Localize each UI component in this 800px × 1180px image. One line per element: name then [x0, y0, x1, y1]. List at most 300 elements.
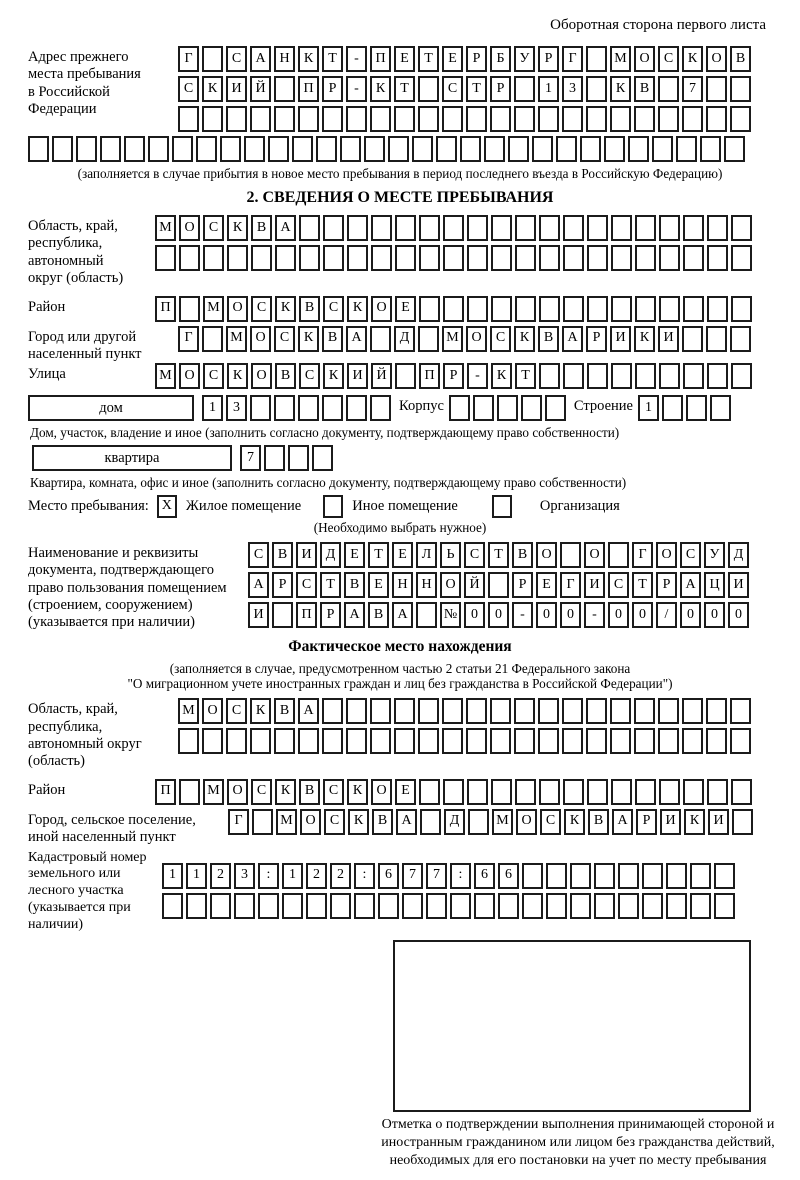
char-cell[interactable]: А: [298, 698, 319, 724]
char-cell[interactable]: К: [347, 779, 368, 805]
char-cell[interactable]: И: [296, 542, 317, 568]
char-cell[interactable]: [370, 698, 391, 724]
char-cell[interactable]: К: [610, 76, 631, 102]
char-cell[interactable]: 0: [560, 602, 581, 628]
char-cell[interactable]: [196, 136, 217, 162]
char-cell[interactable]: [250, 106, 271, 132]
char-cell[interactable]: 1: [186, 863, 207, 889]
char-cell[interactable]: [635, 245, 656, 271]
char-cell[interactable]: [172, 136, 193, 162]
char-cell[interactable]: У: [514, 46, 535, 72]
char-cell[interactable]: Й: [371, 363, 392, 389]
char-cell[interactable]: [659, 363, 680, 389]
char-cell[interactable]: [562, 106, 583, 132]
char-cell[interactable]: [562, 728, 583, 754]
char-cell[interactable]: Д: [320, 542, 341, 568]
char-cell[interactable]: [467, 296, 488, 322]
char-cell[interactable]: [659, 245, 680, 271]
char-cell[interactable]: [563, 245, 584, 271]
char-cell[interactable]: Е: [536, 572, 557, 598]
char-cell[interactable]: [538, 728, 559, 754]
char-cell[interactable]: [545, 395, 566, 421]
char-cell[interactable]: [538, 106, 559, 132]
char-cell[interactable]: С: [540, 809, 561, 835]
char-cell[interactable]: [522, 863, 543, 889]
char-cell[interactable]: 7: [426, 863, 447, 889]
char-cell[interactable]: [730, 326, 751, 352]
char-cell[interactable]: [570, 893, 591, 919]
char-cell[interactable]: [346, 395, 367, 421]
char-cell[interactable]: [416, 602, 437, 628]
char-cell[interactable]: 7: [240, 445, 261, 471]
char-cell[interactable]: К: [227, 363, 248, 389]
char-cell[interactable]: К: [275, 296, 296, 322]
char-cell[interactable]: [594, 863, 615, 889]
char-cell[interactable]: [466, 106, 487, 132]
char-cell[interactable]: [419, 296, 440, 322]
char-cell[interactable]: [298, 395, 319, 421]
char-cell[interactable]: С: [323, 779, 344, 805]
char-cell[interactable]: [346, 728, 367, 754]
char-cell[interactable]: [611, 779, 632, 805]
char-cell[interactable]: [732, 809, 753, 835]
char-cell[interactable]: [491, 296, 512, 322]
char-cell[interactable]: [418, 106, 439, 132]
char-cell[interactable]: [618, 893, 639, 919]
char-cell[interactable]: [323, 245, 344, 271]
char-cell[interactable]: Т: [418, 46, 439, 72]
char-cell[interactable]: [378, 893, 399, 919]
checkbox-other-premises[interactable]: [323, 495, 343, 518]
char-cell[interactable]: [730, 76, 751, 102]
char-cell[interactable]: [490, 728, 511, 754]
char-cell[interactable]: [731, 363, 752, 389]
char-cell[interactable]: [420, 809, 441, 835]
char-cell[interactable]: [264, 445, 285, 471]
char-cell[interactable]: О: [179, 363, 200, 389]
char-cell[interactable]: [347, 215, 368, 241]
char-cell[interactable]: [274, 76, 295, 102]
char-cell[interactable]: [707, 296, 728, 322]
char-cell[interactable]: К: [347, 296, 368, 322]
char-cell[interactable]: [706, 106, 727, 132]
char-cell[interactable]: И: [248, 602, 269, 628]
char-cell[interactable]: [306, 893, 327, 919]
char-cell[interactable]: [683, 779, 704, 805]
char-cell[interactable]: Г: [560, 572, 581, 598]
char-cell[interactable]: И: [708, 809, 729, 835]
char-cell[interactable]: [394, 106, 415, 132]
char-cell[interactable]: [652, 136, 673, 162]
char-cell[interactable]: С: [178, 76, 199, 102]
char-cell[interactable]: [730, 698, 751, 724]
char-cell[interactable]: [491, 245, 512, 271]
char-cell[interactable]: [563, 296, 584, 322]
char-cell[interactable]: О: [516, 809, 537, 835]
char-cell[interactable]: 6: [498, 863, 519, 889]
char-cell[interactable]: К: [514, 326, 535, 352]
char-cell[interactable]: [730, 728, 751, 754]
char-cell[interactable]: [522, 893, 543, 919]
char-cell[interactable]: О: [536, 542, 557, 568]
char-cell[interactable]: [539, 363, 560, 389]
char-cell[interactable]: С: [464, 542, 485, 568]
char-cell[interactable]: [706, 76, 727, 102]
char-cell[interactable]: [570, 863, 591, 889]
char-cell[interactable]: -: [584, 602, 605, 628]
char-cell[interactable]: [292, 136, 313, 162]
char-cell[interactable]: [514, 728, 535, 754]
char-cell[interactable]: [676, 136, 697, 162]
char-cell[interactable]: [635, 363, 656, 389]
char-cell[interactable]: Ц: [704, 572, 725, 598]
char-cell[interactable]: [556, 136, 577, 162]
char-cell[interactable]: К: [634, 326, 655, 352]
char-cell[interactable]: А: [392, 602, 413, 628]
char-cell[interactable]: [178, 106, 199, 132]
char-cell[interactable]: А: [344, 602, 365, 628]
char-cell[interactable]: [635, 296, 656, 322]
char-cell[interactable]: [604, 136, 625, 162]
char-cell[interactable]: [220, 136, 241, 162]
char-cell[interactable]: [563, 215, 584, 241]
char-cell[interactable]: [179, 245, 200, 271]
char-cell[interactable]: [322, 106, 343, 132]
char-cell[interactable]: 1: [202, 395, 223, 421]
char-cell[interactable]: О: [656, 542, 677, 568]
char-cell[interactable]: [370, 728, 391, 754]
char-cell[interactable]: [449, 395, 470, 421]
char-cell[interactable]: [418, 326, 439, 352]
char-cell[interactable]: О: [251, 363, 272, 389]
char-cell[interactable]: [323, 215, 344, 241]
char-cell[interactable]: Е: [394, 46, 415, 72]
char-cell[interactable]: [610, 698, 631, 724]
char-cell[interactable]: С: [658, 46, 679, 72]
char-cell[interactable]: Ь: [440, 542, 461, 568]
char-cell[interactable]: О: [634, 46, 655, 72]
char-cell[interactable]: Р: [272, 572, 293, 598]
char-cell[interactable]: [268, 136, 289, 162]
char-cell[interactable]: [514, 76, 535, 102]
char-cell[interactable]: [179, 779, 200, 805]
char-cell[interactable]: К: [682, 46, 703, 72]
char-cell[interactable]: [490, 698, 511, 724]
char-cell[interactable]: [539, 215, 560, 241]
char-cell[interactable]: [658, 698, 679, 724]
char-cell[interactable]: 7: [402, 863, 423, 889]
char-cell[interactable]: 6: [474, 863, 495, 889]
char-cell[interactable]: [203, 245, 224, 271]
char-cell[interactable]: К: [370, 76, 391, 102]
char-cell[interactable]: И: [610, 326, 631, 352]
char-cell[interactable]: Р: [512, 572, 533, 598]
char-cell[interactable]: [473, 395, 494, 421]
char-cell[interactable]: [546, 863, 567, 889]
char-cell[interactable]: Н: [416, 572, 437, 598]
char-cell[interactable]: [395, 215, 416, 241]
char-cell[interactable]: П: [296, 602, 317, 628]
char-cell[interactable]: [466, 698, 487, 724]
char-cell[interactable]: Р: [636, 809, 657, 835]
char-cell[interactable]: С: [680, 542, 701, 568]
char-cell[interactable]: К: [227, 215, 248, 241]
char-cell[interactable]: К: [298, 46, 319, 72]
char-cell[interactable]: Е: [344, 542, 365, 568]
char-cell[interactable]: [395, 245, 416, 271]
char-cell[interactable]: [707, 779, 728, 805]
char-cell[interactable]: [316, 136, 337, 162]
char-cell[interactable]: [467, 245, 488, 271]
char-cell[interactable]: 1: [538, 76, 559, 102]
char-cell[interactable]: В: [322, 326, 343, 352]
char-cell[interactable]: [666, 893, 687, 919]
char-cell[interactable]: О: [300, 809, 321, 835]
char-cell[interactable]: Т: [322, 46, 343, 72]
char-cell[interactable]: [227, 245, 248, 271]
char-cell[interactable]: [460, 136, 481, 162]
char-cell[interactable]: Т: [632, 572, 653, 598]
char-cell[interactable]: В: [634, 76, 655, 102]
char-cell[interactable]: [515, 215, 536, 241]
char-cell[interactable]: 1: [638, 395, 659, 421]
char-cell[interactable]: Б: [490, 46, 511, 72]
char-cell[interactable]: В: [272, 542, 293, 568]
char-cell[interactable]: [706, 326, 727, 352]
char-cell[interactable]: [370, 326, 391, 352]
char-cell[interactable]: А: [612, 809, 633, 835]
char-cell[interactable]: Е: [368, 572, 389, 598]
char-cell[interactable]: [419, 215, 440, 241]
char-cell[interactable]: [412, 136, 433, 162]
char-cell[interactable]: М: [155, 215, 176, 241]
char-cell[interactable]: Е: [395, 779, 416, 805]
char-cell[interactable]: О: [466, 326, 487, 352]
char-cell[interactable]: [563, 363, 584, 389]
char-cell[interactable]: [586, 728, 607, 754]
char-cell[interactable]: В: [275, 363, 296, 389]
char-cell[interactable]: Д: [394, 326, 415, 352]
char-cell[interactable]: Р: [320, 602, 341, 628]
char-cell[interactable]: [178, 728, 199, 754]
char-cell[interactable]: Е: [395, 296, 416, 322]
char-cell[interactable]: [659, 215, 680, 241]
char-cell[interactable]: [274, 106, 295, 132]
char-cell[interactable]: [226, 728, 247, 754]
char-cell[interactable]: О: [250, 326, 271, 352]
char-cell[interactable]: [288, 445, 309, 471]
char-cell[interactable]: 0: [728, 602, 749, 628]
char-cell[interactable]: /: [656, 602, 677, 628]
char-cell[interactable]: [162, 893, 183, 919]
char-cell[interactable]: О: [584, 542, 605, 568]
char-cell[interactable]: [515, 245, 536, 271]
char-cell[interactable]: 6: [378, 863, 399, 889]
char-cell[interactable]: [322, 698, 343, 724]
char-cell[interactable]: Н: [274, 46, 295, 72]
char-cell[interactable]: [490, 106, 511, 132]
char-cell[interactable]: П: [155, 296, 176, 322]
char-cell[interactable]: [179, 296, 200, 322]
char-cell[interactable]: [707, 363, 728, 389]
char-cell[interactable]: [642, 863, 663, 889]
char-cell[interactable]: :: [258, 863, 279, 889]
char-cell[interactable]: [468, 809, 489, 835]
char-cell[interactable]: [521, 395, 542, 421]
char-cell[interactable]: [274, 728, 295, 754]
checkbox-organization[interactable]: [492, 495, 512, 518]
char-cell[interactable]: В: [368, 602, 389, 628]
char-cell[interactable]: К: [491, 363, 512, 389]
char-cell[interactable]: [418, 76, 439, 102]
char-cell[interactable]: 3: [562, 76, 583, 102]
char-cell[interactable]: [724, 136, 745, 162]
char-cell[interactable]: [474, 893, 495, 919]
char-cell[interactable]: [586, 76, 607, 102]
char-cell[interactable]: С: [299, 363, 320, 389]
char-cell[interactable]: [710, 395, 731, 421]
char-cell[interactable]: 0: [680, 602, 701, 628]
char-cell[interactable]: [514, 106, 535, 132]
char-cell[interactable]: [539, 245, 560, 271]
char-cell[interactable]: [402, 893, 423, 919]
char-cell[interactable]: [124, 136, 145, 162]
char-cell[interactable]: [322, 728, 343, 754]
char-cell[interactable]: [442, 106, 463, 132]
char-cell[interactable]: О: [371, 296, 392, 322]
char-cell[interactable]: [587, 363, 608, 389]
char-cell[interactable]: 0: [704, 602, 725, 628]
char-cell[interactable]: [419, 779, 440, 805]
char-cell[interactable]: [251, 245, 272, 271]
char-cell[interactable]: [450, 893, 471, 919]
char-cell[interactable]: [155, 245, 176, 271]
char-cell[interactable]: С: [324, 809, 345, 835]
char-cell[interactable]: А: [275, 215, 296, 241]
char-cell[interactable]: [683, 296, 704, 322]
char-cell[interactable]: 0: [536, 602, 557, 628]
char-cell[interactable]: 2: [330, 863, 351, 889]
char-cell[interactable]: А: [396, 809, 417, 835]
char-cell[interactable]: И: [660, 809, 681, 835]
char-cell[interactable]: [686, 395, 707, 421]
char-cell[interactable]: [532, 136, 553, 162]
char-cell[interactable]: [508, 136, 529, 162]
char-cell[interactable]: [299, 245, 320, 271]
char-cell[interactable]: М: [610, 46, 631, 72]
char-cell[interactable]: [100, 136, 121, 162]
char-cell[interactable]: Г: [562, 46, 583, 72]
char-cell[interactable]: [330, 893, 351, 919]
char-cell[interactable]: [443, 215, 464, 241]
char-cell[interactable]: -: [346, 76, 367, 102]
char-cell[interactable]: [76, 136, 97, 162]
char-cell[interactable]: [491, 215, 512, 241]
char-cell[interactable]: [244, 136, 265, 162]
char-cell[interactable]: [714, 893, 735, 919]
char-cell[interactable]: С: [248, 542, 269, 568]
char-cell[interactable]: С: [251, 779, 272, 805]
char-cell[interactable]: -: [346, 46, 367, 72]
char-cell[interactable]: П: [370, 46, 391, 72]
char-cell[interactable]: [608, 542, 629, 568]
char-cell[interactable]: О: [179, 215, 200, 241]
char-cell[interactable]: С: [203, 215, 224, 241]
char-cell[interactable]: К: [275, 779, 296, 805]
char-cell[interactable]: О: [227, 296, 248, 322]
char-cell[interactable]: [186, 893, 207, 919]
char-cell[interactable]: [587, 215, 608, 241]
char-cell[interactable]: Е: [392, 542, 413, 568]
char-cell[interactable]: Т: [368, 542, 389, 568]
char-cell[interactable]: [586, 106, 607, 132]
char-cell[interactable]: С: [251, 296, 272, 322]
char-cell[interactable]: [28, 136, 49, 162]
char-cell[interactable]: В: [344, 572, 365, 598]
char-cell[interactable]: М: [276, 809, 297, 835]
char-cell[interactable]: А: [680, 572, 701, 598]
char-cell[interactable]: Т: [515, 363, 536, 389]
char-cell[interactable]: У: [704, 542, 725, 568]
char-cell[interactable]: Г: [632, 542, 653, 568]
char-cell[interactable]: Т: [488, 542, 509, 568]
char-cell[interactable]: Р: [656, 572, 677, 598]
char-cell[interactable]: А: [346, 326, 367, 352]
char-cell[interactable]: [731, 215, 752, 241]
char-cell[interactable]: С: [442, 76, 463, 102]
char-cell[interactable]: [298, 106, 319, 132]
char-cell[interactable]: [514, 698, 535, 724]
char-cell[interactable]: [659, 779, 680, 805]
char-cell[interactable]: Л: [416, 542, 437, 568]
char-cell[interactable]: Р: [538, 46, 559, 72]
char-cell[interactable]: [419, 245, 440, 271]
char-cell[interactable]: [252, 809, 273, 835]
char-cell[interactable]: Т: [320, 572, 341, 598]
char-cell[interactable]: [682, 106, 703, 132]
char-cell[interactable]: [466, 728, 487, 754]
char-cell[interactable]: Н: [392, 572, 413, 598]
char-cell[interactable]: [426, 893, 447, 919]
char-cell[interactable]: [666, 863, 687, 889]
char-cell[interactable]: -: [467, 363, 488, 389]
char-cell[interactable]: [546, 893, 567, 919]
char-cell[interactable]: Д: [728, 542, 749, 568]
char-cell[interactable]: №: [440, 602, 461, 628]
char-cell[interactable]: [682, 698, 703, 724]
char-cell[interactable]: [395, 363, 416, 389]
char-cell[interactable]: В: [299, 779, 320, 805]
char-cell[interactable]: [371, 215, 392, 241]
char-cell[interactable]: В: [730, 46, 751, 72]
char-cell[interactable]: А: [562, 326, 583, 352]
char-cell[interactable]: С: [203, 363, 224, 389]
char-cell[interactable]: К: [348, 809, 369, 835]
char-cell[interactable]: [370, 106, 391, 132]
char-cell[interactable]: 0: [488, 602, 509, 628]
char-cell[interactable]: [634, 728, 655, 754]
char-cell[interactable]: [282, 893, 303, 919]
char-cell[interactable]: В: [512, 542, 533, 568]
char-cell[interactable]: В: [372, 809, 393, 835]
char-cell[interactable]: И: [347, 363, 368, 389]
char-cell[interactable]: [628, 136, 649, 162]
char-cell[interactable]: [611, 363, 632, 389]
char-cell[interactable]: [275, 245, 296, 271]
char-cell[interactable]: П: [419, 363, 440, 389]
char-cell[interactable]: С: [323, 296, 344, 322]
char-cell[interactable]: [274, 395, 295, 421]
